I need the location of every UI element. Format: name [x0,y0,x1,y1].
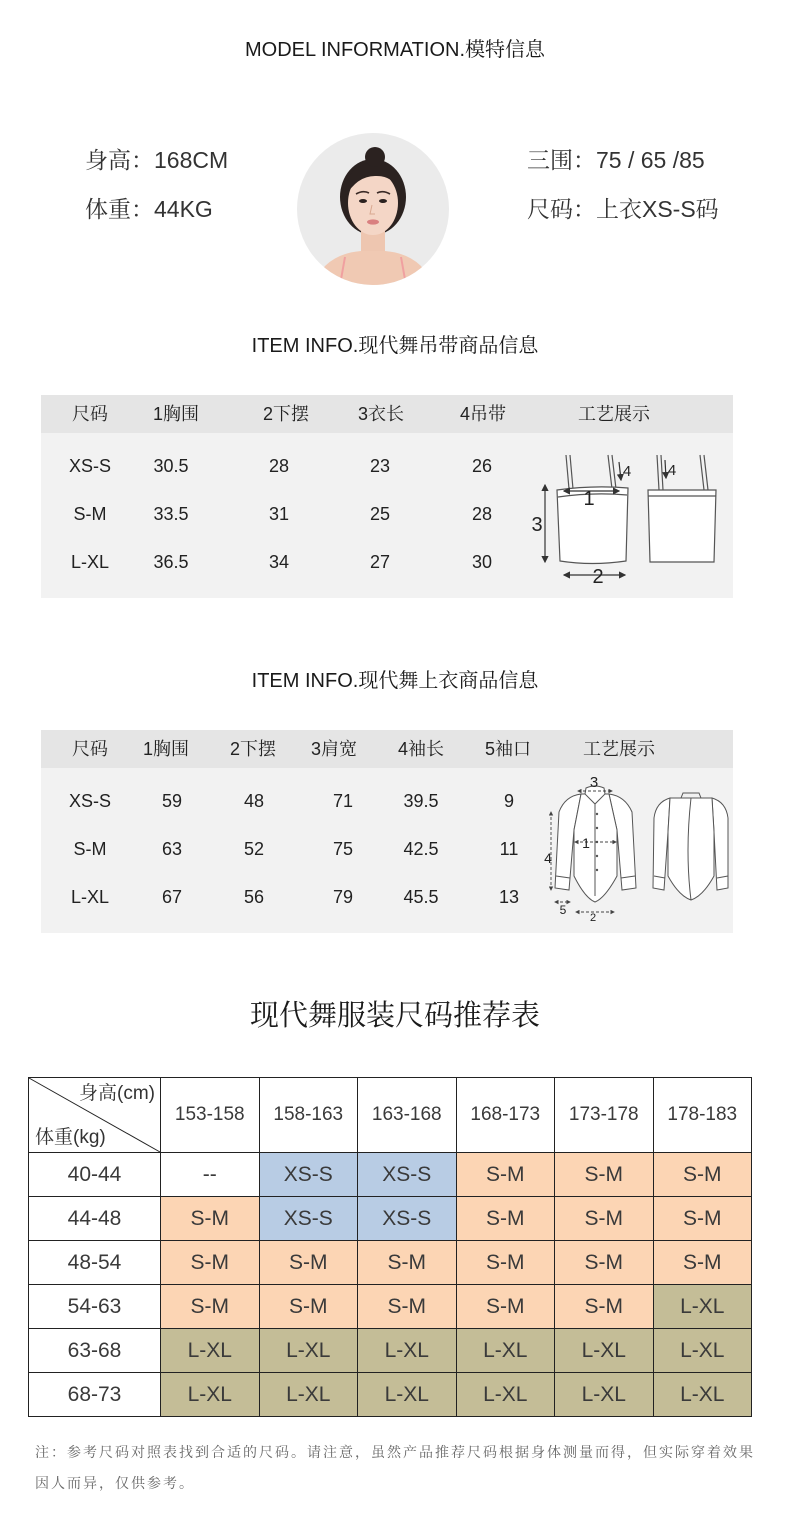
size-cell: L-XL [259,1373,358,1417]
header-size: 尺码 [72,739,108,759]
model-measurements: 三围：75 / 65 /85 [527,147,705,173]
table-cell: 79 [332,887,354,907]
size-row [29,1373,752,1417]
size-cell: S-M [653,1197,752,1241]
size-cell: S-M [555,1241,654,1285]
size-cell: S-M [456,1197,555,1241]
size-cell: L-XL [653,1373,752,1417]
size-cell: L-XL [259,1329,358,1373]
size-cell: L-XL [555,1373,654,1417]
size-cell: S-M [161,1285,260,1329]
table-cell: XS-S [68,456,112,476]
cuff-label: 5 [559,903,567,917]
height-axis-label: 身高(cm) [79,1083,155,1104]
weight-range-cell: 44-48 [29,1197,161,1241]
header-strap: 4吊带 [459,404,507,424]
table-cell: 13 [498,887,520,907]
size-row [29,1285,752,1329]
height-header-row [29,1078,752,1153]
table-cell: 33.5 [153,504,189,524]
model-size: 尺码：上衣XS-S码 [527,196,719,222]
size-cell: XS-S [358,1153,457,1197]
chest-label: 1 [583,488,595,510]
size-row [29,1197,752,1241]
model-weight: 体重：44KG [85,196,213,222]
size-cell: L-XL [161,1373,260,1417]
hem-label: 2 [592,566,604,588]
header-shoulder: 3肩宽 [310,739,358,759]
header-chest: 1胸围 [142,739,190,759]
header-cuff: 5袖口 [484,739,532,759]
top-size-table [41,730,733,933]
table-cell: 45.5 [403,887,439,907]
height-range-header: 158-163 [259,1078,358,1153]
size-cell: L-XL [456,1373,555,1417]
camisole-diagram [525,445,725,590]
size-cell: L-XL [555,1329,654,1373]
strap-label: 4 [622,463,632,480]
weight-range-cell: 40-44 [29,1153,161,1197]
table-cell: 63 [161,839,183,859]
table-cell: 28 [268,456,290,476]
table-cell: 52 [243,839,265,859]
size-cell: XS-S [259,1197,358,1241]
height-range-header: 153-158 [161,1078,260,1153]
size-cell: S-M [161,1197,260,1241]
header-length: 3衣长 [357,404,405,424]
size-cell: L-XL [456,1329,555,1373]
table-cell: 75 [332,839,354,859]
top-table-title: ITEM INFO.现代舞上衣商品信息 [251,670,539,692]
weight-range-cell: 48-54 [29,1241,161,1285]
table-cell: 67 [161,887,183,907]
table-cell: 26 [471,456,493,476]
header-size: 尺码 [72,404,108,424]
size-cell: S-M [259,1241,358,1285]
top-diagram [545,772,730,924]
header-hem: 2下摆 [262,404,310,424]
size-cell: S-M [653,1241,752,1285]
recommendation-title: 现代舞服装尺码推荐表 [249,1000,540,1032]
table-cell: 30.5 [153,456,189,476]
table-cell: 71 [332,791,354,811]
table-cell: 9 [503,791,515,811]
size-cell: L-XL [358,1329,457,1373]
table-cell: 23 [369,456,391,476]
header-sleeve: 4袖长 [397,739,445,759]
table-cell: 31 [268,504,290,524]
table-cell: S-M [73,504,107,524]
header-craft: 工艺展示 [583,739,655,759]
table-cell: 34 [268,552,290,572]
size-cell: L-XL [161,1329,260,1373]
sleeve-label: 4 [544,850,552,866]
chest-label: 1 [582,835,590,851]
size-recommendation-table [28,1077,752,1417]
size-cell: L-XL [653,1285,752,1329]
model-section-title: MODEL INFORMATION.模特信息 [245,39,545,61]
table-cell: XS-S [68,791,112,811]
size-cell: S-M [358,1285,457,1329]
size-row [29,1153,752,1197]
size-note: 注：参考尺码对照表找到合适的尺码。请注意，虽然产品推荐尺码根据身体测量而得，但实际穿着效果因人而异，仅供参考。 [35,1444,755,1491]
table-cell: 39.5 [403,791,439,811]
table-cell: 25 [369,504,391,524]
table-cell: 28 [471,504,493,524]
header-hem: 2下摆 [229,739,277,759]
hem-label: 2 [589,912,597,924]
strap-label-back: 4 [667,462,677,479]
height-range-header: 173-178 [555,1078,654,1153]
size-cell: S-M [358,1241,457,1285]
height-range-header: 168-173 [456,1078,555,1153]
corner-header-cell [29,1078,161,1153]
size-cell: -- [161,1153,260,1197]
table-cell: L-XL [70,552,110,572]
size-row [29,1329,752,1373]
size-cell: S-M [456,1241,555,1285]
weight-axis-label: 体重(kg) [35,1127,106,1148]
model-avatar [297,133,449,285]
size-cell: S-M [456,1285,555,1329]
size-cell: S-M [653,1153,752,1197]
weight-range-cell: 54-63 [29,1285,161,1329]
size-cell: S-M [555,1197,654,1241]
size-cell: L-XL [653,1329,752,1373]
table-cell: 30 [471,552,493,572]
model-height: 身高：168CM [85,147,229,173]
size-cell: S-M [555,1153,654,1197]
height-range-header: 178-183 [653,1078,752,1153]
height-range-header: 163-168 [358,1078,457,1153]
table-cell: 48 [243,791,265,811]
size-row [29,1241,752,1285]
table-cell: 42.5 [403,839,439,859]
size-cell: L-XL [358,1373,457,1417]
table-cell: 56 [243,887,265,907]
size-cell: S-M [259,1285,358,1329]
table-cell: S-M [73,839,107,859]
weight-range-cell: 68-73 [29,1373,161,1417]
table-cell: L-XL [70,887,110,907]
header-chest: 1胸围 [152,404,200,424]
table-cell: 59 [161,791,183,811]
length-label: 3 [531,514,543,536]
size-cell: S-M [456,1153,555,1197]
table-cell: 11 [499,839,519,859]
shoulder-label: 3 [589,774,599,791]
table-cell: 36.5 [153,552,189,572]
header-craft: 工艺展示 [578,404,650,424]
size-cell: S-M [555,1285,654,1329]
camisole-table-title: ITEM INFO.现代舞吊带商品信息 [251,335,539,357]
size-cell: XS-S [358,1197,457,1241]
weight-range-cell: 63-68 [29,1329,161,1373]
camisole-size-table [41,395,733,598]
size-cell: S-M [161,1241,260,1285]
table-cell: 27 [369,552,391,572]
size-cell: XS-S [259,1153,358,1197]
